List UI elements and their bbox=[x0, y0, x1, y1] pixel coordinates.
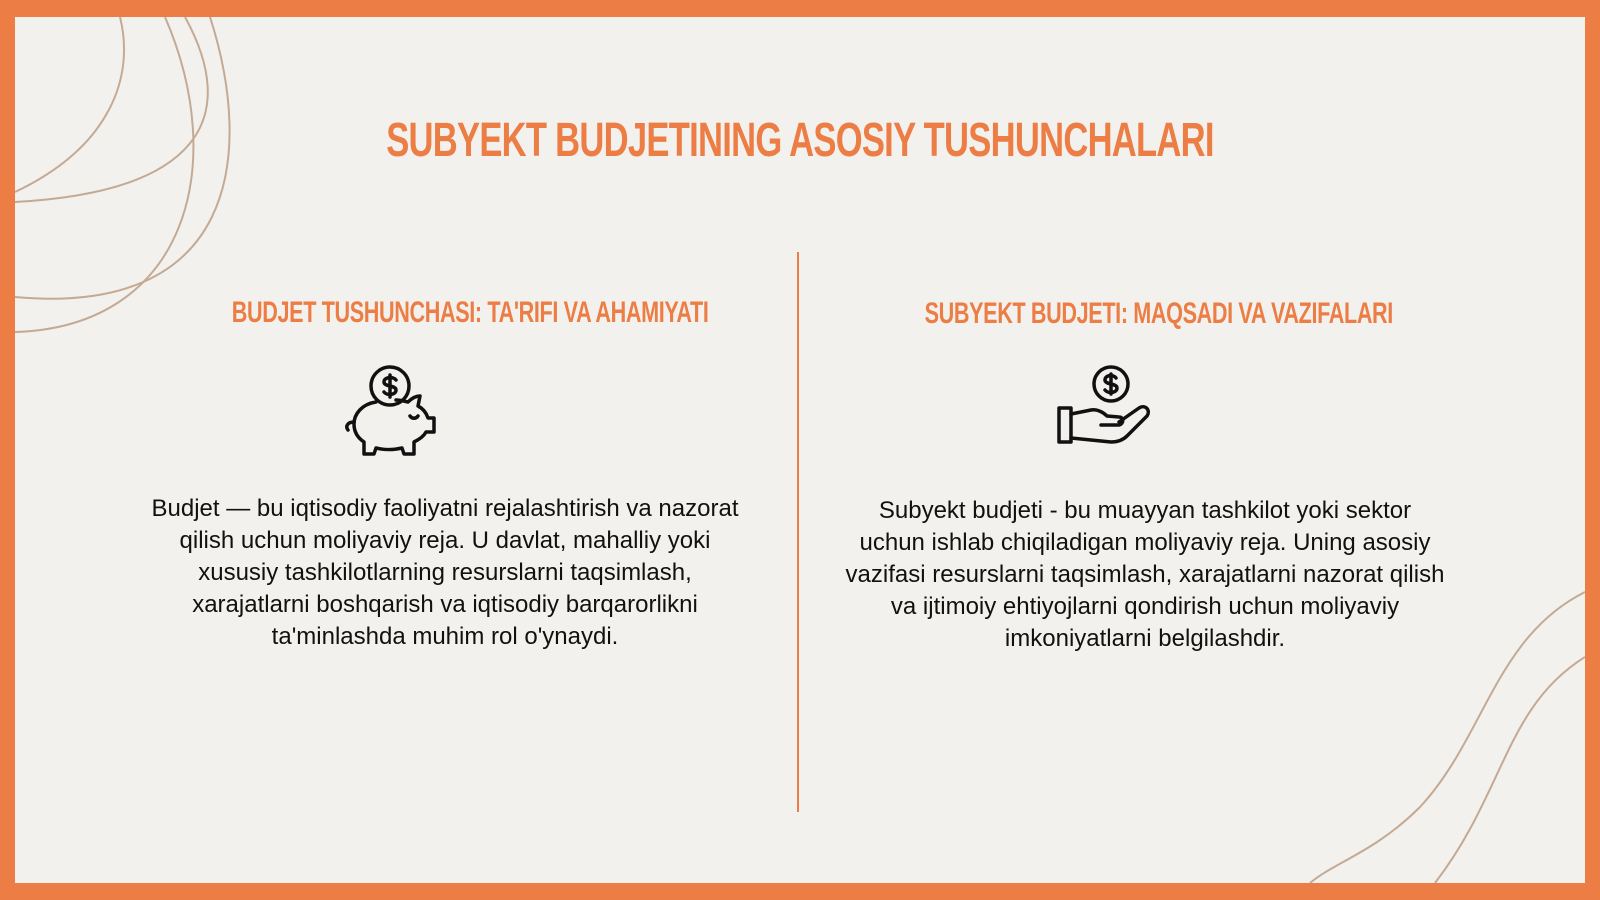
left-column-text: Budjet — bu iqtisodiy faoliyatni rejalashtirish va nazorat qilish uchun moliyaviy reja. U davlat, mahalliy yoki xususiy tashkilotlarning resurslarni taqsimlash, xarajatlarni boshqarish va iqtisodiy barqarorlikni ta'minlashda muhim rol o'ynaydi. bbox=[151, 495, 739, 650]
hand-holding-dollar-icon bbox=[1053, 362, 1153, 462]
slide bbox=[15, 17, 1585, 883]
page-title: SUBYEKT BUDJETINING ASOSIY TUSHUNCHALARI bbox=[386, 114, 1214, 167]
left-column-heading: BUDJET TUSHUNCHASI: TA'RIFI VA AHAMIYATI bbox=[231, 296, 709, 329]
right-column-heading: SUBYEKT BUDJETI: MAQSADI VA VAZIFALARI bbox=[924, 297, 1393, 330]
right-column-text: Subyekt budjeti - bu muayyan tashkilot yoki sektor uchun ishlab chiqiladigan moliyaviy reja. Uning asosiy vazifasi resurslarni taqsimlash, xarajatlarni nazorat qilish va ijtimoiy ehtiyojlarni qondirish uchun moliyaviy imkoniyatlarni belgilashdir. bbox=[845, 497, 1445, 652]
piggy-bank-dollar-icon bbox=[340, 362, 440, 462]
column-divider bbox=[797, 252, 799, 812]
